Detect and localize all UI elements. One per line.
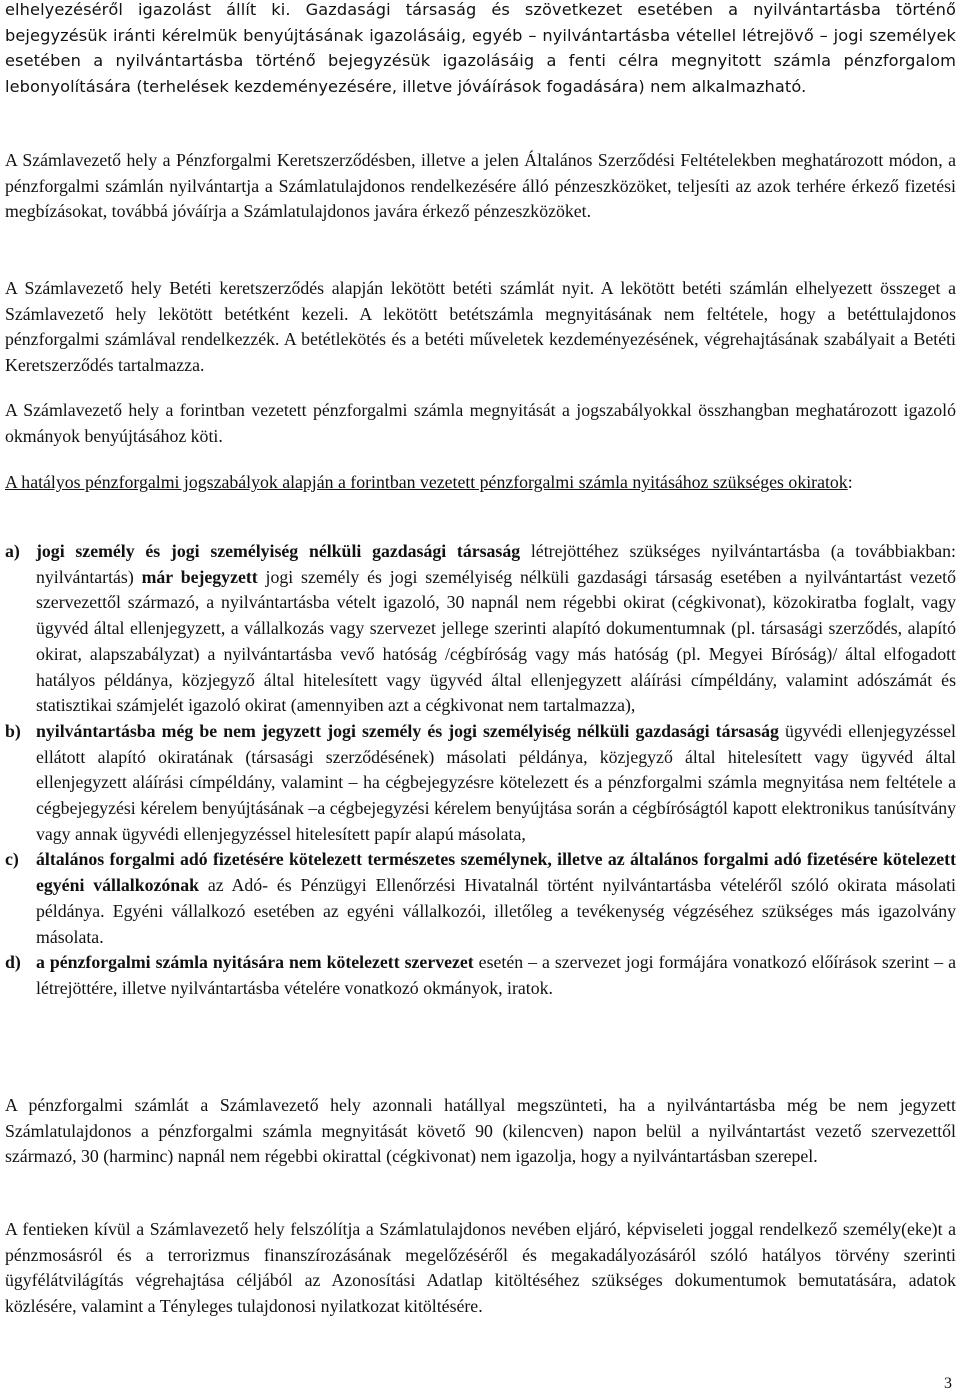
section-heading: [5, 470, 956, 496]
list-text: létrejöttéhez szükséges nyilvántartásba (a továbbiakban: nyilvántartás): [36, 541, 956, 587]
document-list: [5, 539, 956, 1002]
paragraph-text: A Számlavezető hely a Pénzforgalmi Keretszerződésben, illetve a jelen Általános Szerződési Feltételekben meghatározott módon, a pénzforgalmi számlán nyilvántartja a Számlatulajdonos rendelkezésére álló pénzeszközöket, teljesíti az azok terhére érkező fizetési megbízásokat, továbbá jóváírja a Számlatulajdonos javára érkező pénzeszközöket.: [5, 150, 956, 222]
intro-lead: elhelyezéséről igazolást állít ki.: [5, 0, 306, 19]
list-bold: általános forgalmi adó fizetésére kötelezett természetes személynek, illetve az általános forgalmi adó fizetésére kötelezett egyéni vállalkozónak: [36, 849, 956, 896]
paragraph-text: A fentieken kívül a Számlavezető hely felszólítja a Számlatulajdonos nevében eljáró, képviseleti joggal rendelkező személy(eke)t a pénzmosásról és a terrorizmus finanszírozásának megelőzéséről és megakadályozásáról szóló hatályos törvény szerinti ügyfélátvilágítás végrehajtása céljából az Azonosítási Adatlap kitöltéséhez szükséges dokumentumok bemutatására, adatok közlésére, valamint a Tényleges tulajdonosi nyilatkozat kitöltésére.: [5, 1219, 956, 1317]
paragraph-text: A Számlavezető hely a forintban vezetett pénzforgalmi számla megnyitását a jogszabályokkal összhangban meghatározott igazoló okmányok benyújtásához köti.: [5, 400, 956, 446]
heading-underlined: A hatályos pénzforgalmi jogszabályok alapján a forintban vezetett pénzforgalmi számla nyitásához szükséges okiratok: [5, 472, 848, 492]
page-number: 3: [944, 1375, 952, 1392]
list-marker: a): [5, 541, 20, 561]
list-item-c: [5, 847, 956, 950]
list-marker: c): [5, 849, 19, 870]
list-bold: nyilvántartásba még be nem jegyzett jogi személy és jogi személyiség nélküli gazdasági társaság: [36, 720, 779, 741]
list-bold: jogi személy és jogi személyiség nélküli gazdasági társaság: [36, 541, 521, 561]
list-text: esetén – a szervezet jogi formájára vonatkozó előírások szerint – a létrejöttére, illetve nyilvántartásba vételére vonatkozó okmányok, iratok.: [36, 952, 956, 998]
paragraph-account-termination: [5, 1093, 956, 1170]
list-text: az Adó- és Pénzügyi Ellenőrzési Hivatalnál történt nyilvántartásba vételéről szóló okirata másolati példánya. Egyéni vállalkozó esetében az egyéni vállalkozói, illetőleg a tevékenység végzéséhez szükséges más igazolvány másolata.: [36, 875, 956, 947]
paragraph-account-keeping: [5, 148, 956, 225]
list-item-d: [5, 950, 956, 1001]
list-bold: a pénzforgalmi számla nyitására nem kötelezett szervezet: [36, 952, 474, 973]
list-marker: b): [5, 720, 21, 741]
list-item-a: [5, 539, 956, 719]
list-text: ügyvédi ellenjegyzéssel ellátott alapító okiratának (társasági szerződésének) másolati példánya, közjegyző által hitelesített vagy ügyvéd által ellenjegyzett aláírási címpéldány, valamint – ha cégbejegyzésre kötelezett és a pénzforgalmi számla megnyitása nem feltétele a cégbejegyzési kérelem benyújtásának –a cégbejegyzési kérelem benyújtása során a cégbíróságtól kapott elektronikus tanúsítvány vagy annak ügyvédi ellenjegyzéssel hitelesített papír alapú másolata,: [36, 720, 956, 844]
paragraph-text: A Számlavezető hely Betéti keretszerződés alapján lekötött betéti számlát nyit. A lekötött betéti számlán elhelyezett összeget a Számlavezető hely lekötött betétként kezeli. A lekötött betétszámla megnyitásának nem feltétele, hogy a betéttulajdonos pénzforgalmi számlával rendelkezzék. A betétlekötés és a betéti műveletek kezdeményezésének, végrehajtásának szabályait a Betéti Keretszerződés tartalmazza.: [5, 278, 956, 376]
heading-colon: :: [847, 472, 853, 492]
paragraph-customer-due-diligence: [5, 1217, 956, 1320]
intro-paragraph: [5, 0, 956, 99]
list-bold: már bejegyzett: [141, 566, 258, 587]
paragraph-documents-required: [5, 398, 956, 449]
list-text: jogi személy és jogi személyiség nélküli gazdasági társaság esetében a nyilvántartást vezető szervezettől származó, a nyilvántartásba vételt igazoló, 30 napnál nem régebbi okirat (cégkivonat), közokiratba foglalt, vagy ügyvéd által ellenjegyzett, a vállalkozás vagy szervezet jellege szerinti alapító dokumentumnak (pl. társasági szerződés, alapító okirat, alapszabályzat) a nyilvántartásba vevő hatóság /cégbíróság vagy más hatóság (pl. Megyei Bíróság)/ által elfogadott hatályos példánya, közjegyző által hitelesített vagy ügyvéd által ellenjegyzett aláírási címpéldány, valamint adószámát és statisztikai számjelét igazoló okirat (amennyiben azt a cégkivonat nem tartalmazza),: [36, 566, 956, 716]
paragraph-deposit: [5, 276, 956, 379]
intro-rest: Gazdasági társaság és szövetkezet esetében a nyilvántartásba történő bejegyzésük iránti kérelmük benyújtásának igazolásáig, egyéb – nyilvántartásba vétellel létrejövő – jogi személyek esetében a nyilvántartásba történő bejegyzésük igazolásáig a fenti célra megnyitott számla pénzforgalom lebonyolítására (terhelések kezdeményezésére, illetve jóváírások fogadására) nem alkalmazható.: [5, 0, 957, 96]
paragraph-text: A pénzforgalmi számlát a Számlavezető hely azonnali hatállyal megszünteti, ha a nyilvántartásba még be nem jegyzett Számlatulajdonos a pénzforgalmi számla megnyitását követő 90 (kilencven) napon belül a nyilvántartást vezető szervezettől származó, 30 (harminc) napnál nem régebbi okirattal (cégkivonat) nem igazolja, hogy a nyilvántartásban szerepel.: [5, 1095, 956, 1167]
list-marker: d): [5, 952, 21, 973]
list-item-b: [5, 719, 956, 848]
